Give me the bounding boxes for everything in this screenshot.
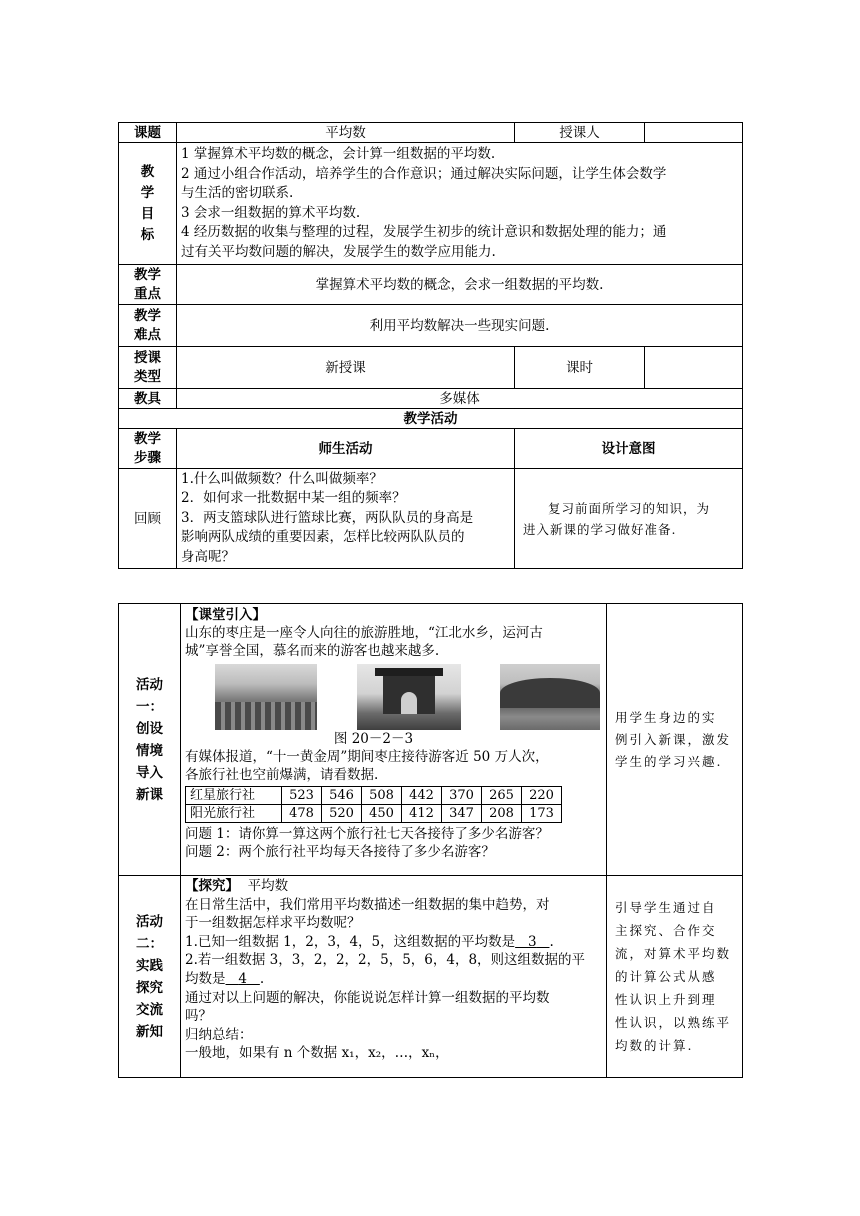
intent-column-header: 设计意图 — [515, 429, 743, 469]
activity1-heading: 【课堂引入】 — [185, 607, 266, 623]
agency-value: 208 — [482, 805, 522, 823]
topic-value: 平均数 — [177, 123, 515, 143]
summary-label: 归纳总结： — [185, 1026, 253, 1043]
activity1-label: 活动 一： 创设 情境 导入 新课 — [119, 604, 181, 876]
agency-value: 370 — [442, 787, 482, 805]
activity2-content — [181, 876, 607, 1078]
question1-line: 1.已知一组数据 1，2，3，4，5，这组数据的平均数是 3 . — [185, 933, 554, 950]
report-line: 各旅行社也空前爆满，请看数据. — [185, 767, 379, 783]
type-value: 新授课 — [177, 347, 515, 389]
goals-label: 教 学 目 标 — [119, 143, 177, 265]
activity-column-header: 师生活动 — [177, 429, 515, 469]
steps-label: 教学 步骤 — [119, 429, 177, 469]
agency-value: 220 — [522, 787, 562, 805]
activity2-intro-line: 于一组数据怎样求平均数呢？ — [185, 915, 361, 932]
key-point-label: 教学 重点 — [119, 265, 177, 305]
teacher-label: 授课人 — [515, 123, 645, 143]
tools-label: 教具 — [119, 389, 177, 409]
teacher-value — [645, 123, 743, 143]
activity1-intent: 用学生身边的实 例引入新课，激发 学生的学习兴趣. — [607, 604, 743, 876]
agency-name: 红星旅行社 — [186, 787, 282, 805]
review-intent: 复习前面所学习的知识，为 进入新课的学习做好准备. — [515, 469, 743, 569]
agency-data-table — [185, 786, 562, 823]
city-gate-photo — [357, 664, 461, 730]
activities-header: 教学活动 — [119, 409, 743, 429]
key-point-content: 掌握算术平均数的概念，会求一组数据的平均数. — [177, 265, 743, 305]
agency-name: 阳光旅行社 — [186, 805, 282, 823]
activity1-intro-line: 山东的枣庄是一座令人向往的旅游胜地，“江北水乡，运河古 — [185, 625, 543, 641]
agency-value: 508 — [362, 787, 402, 805]
agency-value: 450 — [362, 805, 402, 823]
activity2-intro-line: 在日常生活中，我们常用平均数描述一组数据的集中趋势，对 — [185, 896, 550, 913]
hours-value — [645, 347, 743, 389]
table-row — [186, 805, 562, 823]
agency-value: 347 — [442, 805, 482, 823]
difficulty-content: 利用平均数解决一些现实问题. — [177, 305, 743, 347]
hours-label: 课时 — [515, 347, 645, 389]
town-photo — [215, 664, 317, 730]
review-label: 回顾 — [119, 469, 177, 569]
goals-content: 1 掌握算术平均数的概念，会计算一组数据的平均数. 2 通过小组合作活动，培养学生的合作意识；通过解决实际问题，让学生体会数学 与生活的密切联系. 3 会求一组数据的算术平均数. 4 经历数据的收集与整理的过程，发展学生初步的统计意识和数据处理的能力；通 过有关平均数问题的解决，发展学生的数学应用能力. — [177, 143, 743, 265]
agency-value: 546 — [322, 787, 362, 805]
question-line: 问题 2：两个旅行社平均每天各接待了多少名游客？ — [185, 844, 495, 860]
activity1-content — [181, 604, 607, 876]
activity2-heading-topic: 平均数 — [247, 878, 289, 894]
question2-answer: 4 — [238, 970, 247, 987]
activities-table — [118, 603, 743, 1078]
lesson-plan-table — [118, 122, 743, 569]
general-formula-line: 一般地，如果有 n 个数据 x₁，x₂，…，xₙ， — [185, 1045, 449, 1062]
question2-line: 2.若一组数据 3，3，2，2，2，5，5，6，4，8，则这组数据的平 — [185, 952, 586, 969]
difficulty-label: 教学 难点 — [119, 305, 177, 347]
figure-caption: 图 20－2－3 — [333, 731, 414, 747]
discuss-line: 吗？ — [185, 1008, 212, 1025]
scenery-photos — [185, 660, 602, 730]
agency-value: 412 — [402, 805, 442, 823]
lake-photo — [500, 664, 600, 730]
agency-value: 523 — [282, 787, 322, 805]
topic-label: 课题 — [119, 123, 177, 143]
activity1-intro-line: 城”享誉全国，慕名而来的游客也越来越多. — [185, 643, 440, 659]
agency-value: 478 — [282, 805, 322, 823]
type-label: 授课 类型 — [119, 347, 177, 389]
question1-answer: 3 — [528, 933, 537, 950]
agency-value: 173 — [522, 805, 562, 823]
agency-value: 265 — [482, 787, 522, 805]
agency-value: 442 — [402, 787, 442, 805]
activity2-heading: 【探究】 — [185, 878, 239, 894]
question2-line-cont: 均数是 4 . — [185, 970, 265, 987]
agency-value: 520 — [322, 805, 362, 823]
discuss-line: 通过对以上问题的解决，你能说说怎样计算一组数据的平均数 — [185, 989, 550, 1006]
table-row — [186, 787, 562, 805]
activity2-label: 活动 二： 实践 探究 交流 新知 — [119, 876, 181, 1078]
activity2-heading-line — [185, 877, 602, 896]
report-line: 有媒体报道，“十一黄金周”期间枣庄接待游客近 50 万人次， — [185, 749, 549, 765]
activity2-intent: 引导学生通过自 主探究、合作交 流，对算术平均数 的计算公式从感 性认识上升到理 性认识，以熟练平 均数的计算. — [607, 876, 743, 1078]
review-content: 1.什么叫做频数？什么叫做频率？ 2．如何求一批数据中某一组的频率？ 3．两支篮球队进行篮球比赛，两队队员的身高是 影响两队成绩的重要因素，怎样比较两队队员的 身高呢？ — [177, 469, 515, 569]
question-line: 问题 1：请你算一算这两个旅行社七天各接待了多少名游客？ — [185, 826, 549, 842]
tools-value: 多媒体 — [177, 389, 743, 409]
